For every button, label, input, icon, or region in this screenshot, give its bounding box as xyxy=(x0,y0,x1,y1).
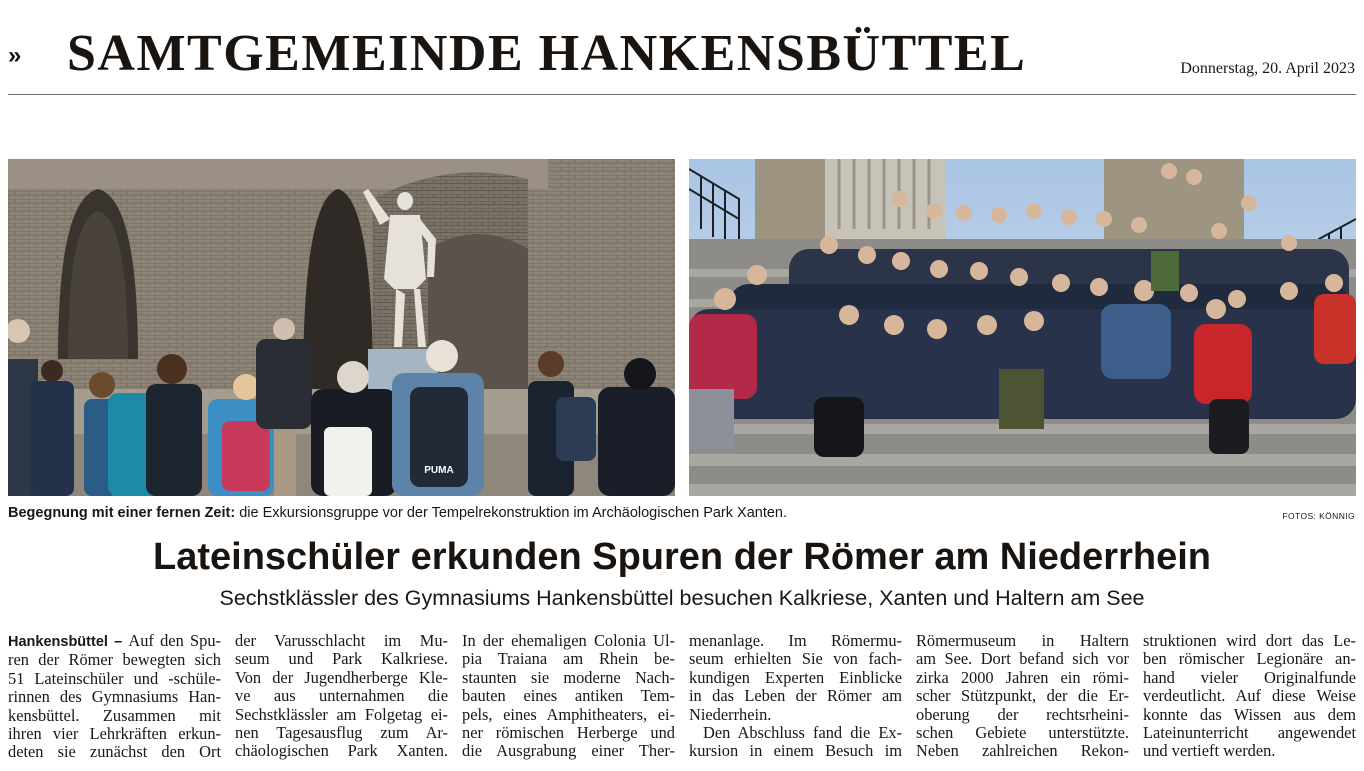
text-line: oberung der rechtsrheini- xyxy=(916,704,1129,724)
article-column-1 xyxy=(8,632,221,762)
photo-credit: FOTOS: KÖNNIG xyxy=(1282,511,1355,521)
article-column-3 xyxy=(462,632,675,761)
text-line: ihren vier Lehrkräften erkun- xyxy=(8,724,221,744)
text-line: in das Leben der Römer am xyxy=(689,686,902,706)
caption-lead: Begegnung mit einer fernen Zeit: xyxy=(8,505,236,521)
edition-date: Donnerstag, 20. April 2023 xyxy=(1180,60,1355,77)
text-line: kursion in einem Besuch im xyxy=(689,741,902,761)
text-line: und vertieft werden. xyxy=(1143,741,1276,761)
text-line: am See. Dort befand sich vor xyxy=(916,649,1129,669)
text-line: kensbüttel. Zusammen mit xyxy=(8,705,221,725)
text-line: Den Abschluss fand die Ex- xyxy=(703,723,902,743)
article-column-2 xyxy=(235,632,448,761)
header-rule xyxy=(8,94,1356,95)
text-line: hand vieler Originalfunde xyxy=(1143,667,1356,687)
section-marker: » xyxy=(8,42,22,69)
text-line: Lateinunterricht angewendet xyxy=(1143,723,1356,743)
text-line: ben römischer Legionäre an- xyxy=(1143,649,1356,669)
article-headline: Lateinschüler erkunden Spuren der Römer am Niederrhein xyxy=(153,536,1211,578)
text-line: Neben zahlreichen Rekon- xyxy=(916,741,1129,761)
text-line: ner römischen Herberge und xyxy=(462,723,675,743)
text-line: Römermuseum in Haltern xyxy=(916,632,1129,650)
dateline: Hankensbüttel – xyxy=(8,634,129,650)
backpack-logo: PUMA xyxy=(424,465,454,476)
article-column-4 xyxy=(689,632,902,761)
text-line: struktionen wird dort das Le- xyxy=(1143,632,1356,650)
text-line: die Ausgrabung einer Ther- xyxy=(462,741,675,761)
text-line: der Varusschlacht im Mu- xyxy=(235,632,448,650)
section-title: SAMTGEMEINDE HANKENSBÜTTEL xyxy=(67,25,1027,82)
photo-caption xyxy=(8,505,1108,521)
text-line: nen Tagesausflug zum Ar- xyxy=(235,723,448,743)
text-line: 51 Lateinschüler und -schüle- xyxy=(8,668,221,688)
text-line: deten sie zunächst den Ort xyxy=(8,742,221,762)
photo-temple-statue xyxy=(8,159,675,496)
text-line: chäologischen Park Xanten. xyxy=(235,741,448,761)
text-line: In der ehemaligen Colonia Ul- xyxy=(462,632,675,650)
text-line: Sechstklässler am Folgetag ei- xyxy=(235,704,448,724)
text-line: staunten sie moderne Nach- xyxy=(462,667,675,687)
text-line: scher Stützpunkt, der die Er- xyxy=(916,686,1129,706)
text-line: ren der Römer bewegten sich xyxy=(8,650,221,670)
text-line: menanlage. Im Römermu- xyxy=(689,632,902,650)
caption-text: die Exkursionsgruppe vor der Tempelrekonstruktion im Archäologischen Park Xanten. xyxy=(235,505,788,521)
text-line: bauten eines antiken Tem- xyxy=(462,686,675,706)
article-body xyxy=(8,632,1356,771)
text-line: seum und Park Kalkriese. xyxy=(235,649,448,669)
article-column-6 xyxy=(1143,632,1356,761)
text-line: Niederrhein. xyxy=(689,704,772,724)
text-line: pia Traiana am Rhein be- xyxy=(462,649,675,669)
text-line: rinnen des Gymnasiums Han- xyxy=(8,687,221,707)
text-line: pels, eines Amphitheaters, ei- xyxy=(462,704,675,724)
text-line: seum erhielten Sie von fach- xyxy=(689,649,902,669)
text-line: Hankensbüttel – Auf den Spu- xyxy=(8,632,221,650)
text-line: konnte das Wissen aus dem xyxy=(1143,704,1356,724)
text-line: verdeutlicht. Auf diese Weise xyxy=(1143,686,1356,706)
article-column-5 xyxy=(916,632,1129,761)
article-subheadline: Sechstklässler des Gymnasiums Hankensbüttel besuchen Kalkriese, Xanten und Haltern am See xyxy=(219,586,1145,610)
photo-group-stairs xyxy=(689,159,1356,496)
text-line: ve aus unternahmen die xyxy=(235,686,448,706)
text-line: Von der Jugendherberge Kle- xyxy=(235,667,448,687)
text-line: kundigen Experten Einblicke xyxy=(689,667,902,687)
text-line: schen Gebiete unterstützte. xyxy=(916,723,1129,743)
text-line: zirka 2000 Jahren ein römi- xyxy=(916,667,1129,687)
